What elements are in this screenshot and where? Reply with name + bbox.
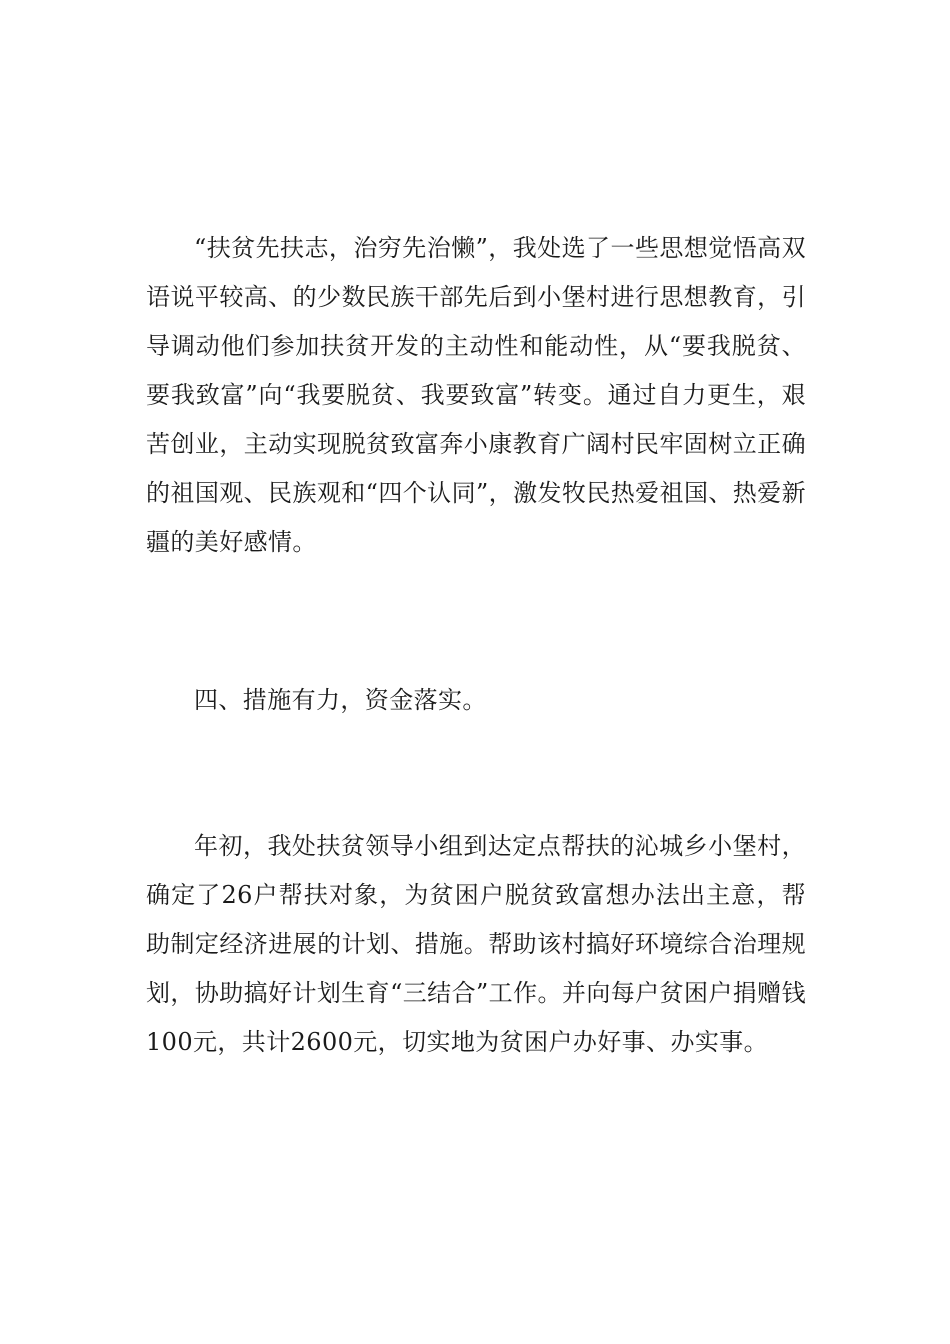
body-paragraph-assistance: 年初，我处扶贫领导小组到达定点帮扶的沁城乡小堡村，确定了26户帮扶对象，为贫困户脱贫致富想办法出主意，帮助制定经济进展的计划、措施。帮助该村搞好环境综合治理规划，协助搞好计划生育“三结合”工作。并向每户贫困户捐赠钱100元，共计2600元，切实地为贫困户办好事、办实事。 [146, 832, 806, 1056]
body-paragraph-ideology-education: “扶贫先扶志，治穷先治懒”，我处选了一些思想觉悟高双语说平较高、的少数民族干部先后到小堡村进行思想教育，引导调动他们参加扶贫开发的主动性和能动性，从“要我脱贫、要我致富”向“我要脱贫、我要致富”转变。通过自力更生，艰苦创业，主动实现脱贫致富奔小康教育广阔村民牢固树立正确的祖国观、民族观和“四个认同”，激发牧民热爱祖国、热爱新疆的美好感情。 [146, 234, 806, 556]
section-heading-measures: 四、措施有力，资金落实。 [194, 686, 487, 714]
